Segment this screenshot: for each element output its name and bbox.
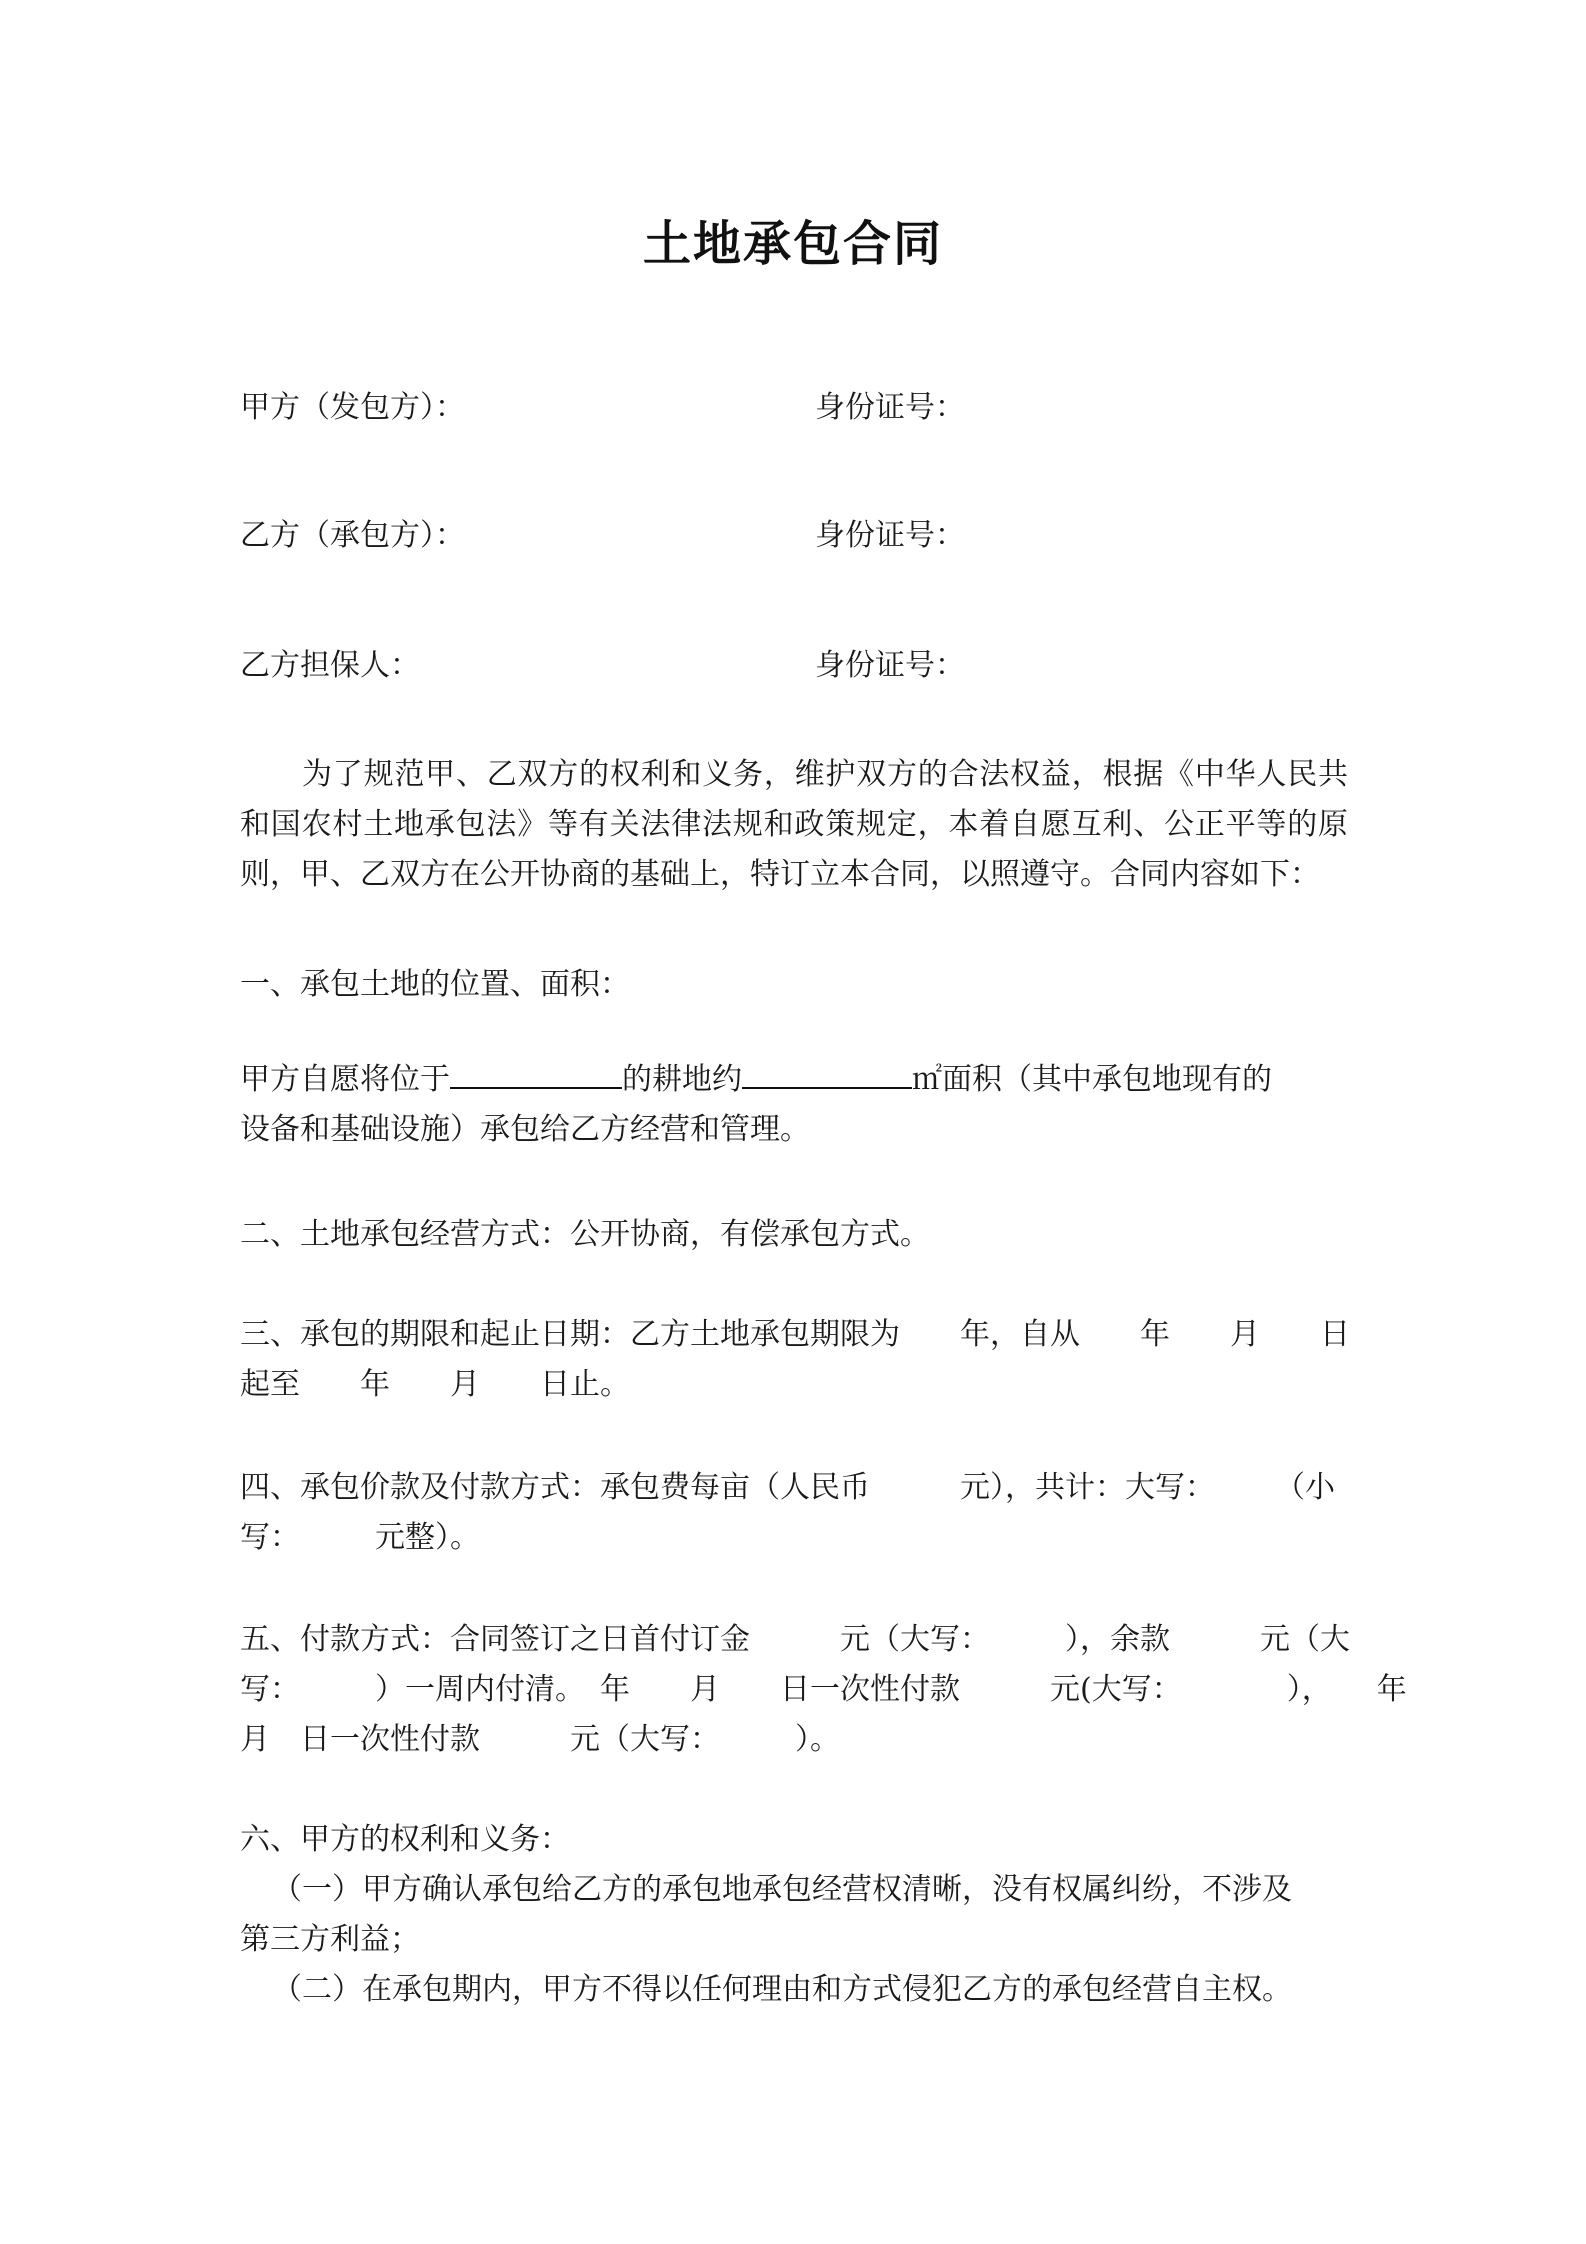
party-b-label: 乙方（承包方）：	[240, 518, 465, 553]
section-1-heading: 一、承包土地的位置、面积：	[240, 967, 630, 1002]
guarantor-label: 乙方担保人：	[240, 648, 420, 683]
section-6-item-1-line-1: （一）甲方确认承包给乙方的承包地承包经营权清晰，没有权属纠纷，不涉及	[272, 1872, 1292, 1907]
section-2: 二、土地承包经营方式：公开协商，有偿承包方式。	[240, 1217, 930, 1252]
section-1-text-c: ㎡面积（其中承包地现有的	[912, 1062, 1272, 1097]
party-b-id-label: 身份证号：	[815, 518, 965, 553]
section-1-text-b: 的耕地约	[622, 1062, 742, 1097]
section-5-line-3: 月 日一次性付款 元（大写： ）。	[240, 1722, 840, 1757]
section-1-line-2: 设备和基础设施）承包给乙方经营和管理。	[240, 1112, 810, 1147]
party-a-label: 甲方（发包方）：	[240, 390, 465, 425]
area-blank	[742, 1055, 912, 1089]
section-1-line-1	[240, 1055, 1272, 1105]
section-6-heading: 六、甲方的权利和义务：	[240, 1822, 570, 1857]
intro-paragraph: 为了规范甲、乙双方的权利和义务，维护双方的合法权益，根据《中华人民共和国农村土地承包法》等有关法律法规和政策规定，本着自愿互利、公正平等的原则，甲、乙双方在公开协商的基础上，特订立本合同，以照遵守。合同内容如下：	[240, 757, 1348, 892]
location-blank	[450, 1055, 622, 1089]
party-a-id-label: 身份证号：	[815, 390, 965, 425]
section-6-item-1-line-2: 第三方利益；	[240, 1922, 420, 1957]
section-1-text-a: 甲方自愿将位于	[240, 1062, 450, 1097]
section-3-line-2: 起至 年 月 日止。	[240, 1367, 630, 1402]
document-title: 土地承包合同	[642, 216, 943, 272]
section-4-line-1: 四、承包价款及付款方式：承包费每亩（人民币 元），共计：大写： （小	[240, 1470, 1335, 1505]
section-4-line-2: 写： 元整）。	[240, 1520, 480, 1555]
guarantor-id-label: 身份证号：	[815, 648, 965, 683]
section-5-line-2: 写： ）一周内付清。 年 月 日一次性付款 元(大写： ）， 年	[240, 1672, 1407, 1707]
section-5-line-1: 五、付款方式：合同签订之日首付订金 元（大写： ），余款 元（大	[240, 1622, 1350, 1657]
section-3-line-1: 三、承包的期限和起止日期：乙方土地承包期限为 年，自从 年 月 日	[240, 1317, 1350, 1352]
section-6-item-2: （二）在承包期内，甲方不得以任何理由和方式侵犯乙方的承包经营自主权。	[272, 1972, 1292, 2007]
